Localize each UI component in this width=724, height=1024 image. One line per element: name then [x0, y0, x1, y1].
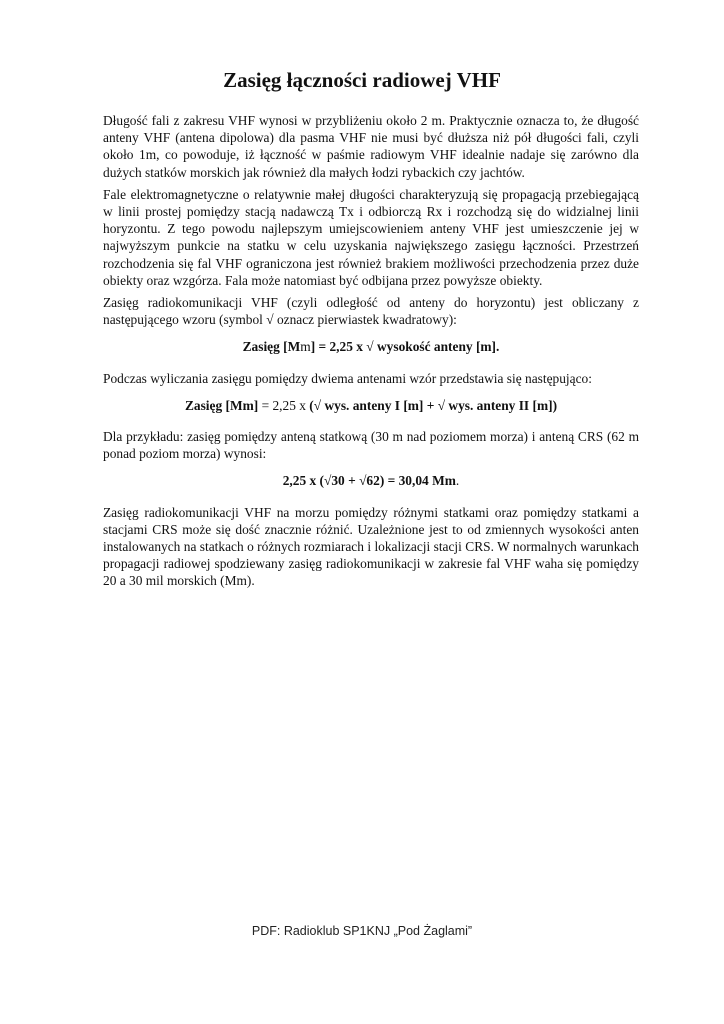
formula-two-multiplier: = 2,25 x: [258, 397, 310, 413]
paragraph-example: Dla przykładu: zasięg pomiędzy anteną statkową (30 m nad poziomem morza) i anteną CRS (62 m ponad poziom morza) wynosi:: [103, 429, 639, 462]
paragraph-propagation: Fale elektromagnetyczne o relatywnie małej długości charakteryzują się propagacją przebiegającą w linii prostej pomiędzy stacją nadawczą Tx i odbiorczą Rx i rozchodzą się do widzialnej linii horyzontu. Z tego powodu najlepszym umiejscowieniem anteny VHF jest umieszczenie jej w najwyższym punkcie na statku w celu uzyskania największego zasięgu łączności. Przestrzeń rozchodzenia się fal VHF ograniczona jest również brakiem możliwości przechodzenia przez duże obiekty oraz wzgórza. Fala może natomiast być odbijana przez powyższe obiekty.: [103, 186, 639, 288]
formula-single-prefix: Zasięg [M: [242, 339, 301, 355]
formula-two-antennas: [103, 397, 639, 414]
formula-two-label: Zasięg [Mm]: [184, 397, 259, 413]
formula-example-tail: .: [455, 473, 460, 489]
formula-single-suffix: ] = 2,25 x √ wysokość anteny [m].: [310, 339, 500, 355]
formula-single-unit: m: [300, 339, 311, 355]
formula-single-antenna: [103, 338, 639, 355]
paragraph-two-antennas: Podczas wyliczania zasięgu pomiędzy dwiema antenami wzór przedstawia się następująco:: [103, 370, 592, 386]
formula-example-result: [103, 472, 639, 489]
document-body: [103, 112, 639, 595]
formula-example-bold: 2,25 x (√30 + √62) = 30,04 Mm: [282, 473, 456, 489]
formula-two-expression: (√ wys. anteny I [m] + √ wys. anteny II [m]): [309, 397, 558, 413]
paragraph-range-formula-intro: Zasięg radiokomunikacji VHF (czyli odległość od anteny do horyzontu) jest obliczany z następującego wzoru (symbol √ oznacz pierwiastek kwadratowy):: [103, 295, 639, 328]
paragraph-wavelength: Długość fali z zakresu VHF wynosi w przybliżeniu około 2 m. Praktycznie oznacza to, że długość anteny VHF (antena dipolowa) dla pasma VHF nie musi być dłuższa niż pół długości fali, czyli około 1m, co powoduje, iż łączność w paśmie radiowym VHF idealnie nadaje się zarówno dla dużych statków morskich jak również dla małych łodzi rybackich czy jachtów.: [103, 113, 639, 180]
paragraph-conclusion: Zasięg radiokomunikacji VHF na morzu pomiędzy różnymi statkami oraz pomiędzy statkami a stacjami CRS może się dość znacznie różnić. Uzależnione jest to od zmiennych wysokości anten instalowanych na statkach o różnych rozmiarach i lokalizacji stacji CRS. W normalnych warunkach propagacji radiowej spodziewany zasięg radiokomunikacji w zakresie fal VHF waha się pomiędzy 20 a 30 mil morskich (Mm).: [103, 504, 639, 589]
page-footer: PDF: Radioklub SP1KNJ „Pod Żaglami”: [251, 924, 473, 938]
page-title: Zasięg łączności radiowej VHF: [223, 68, 501, 92]
